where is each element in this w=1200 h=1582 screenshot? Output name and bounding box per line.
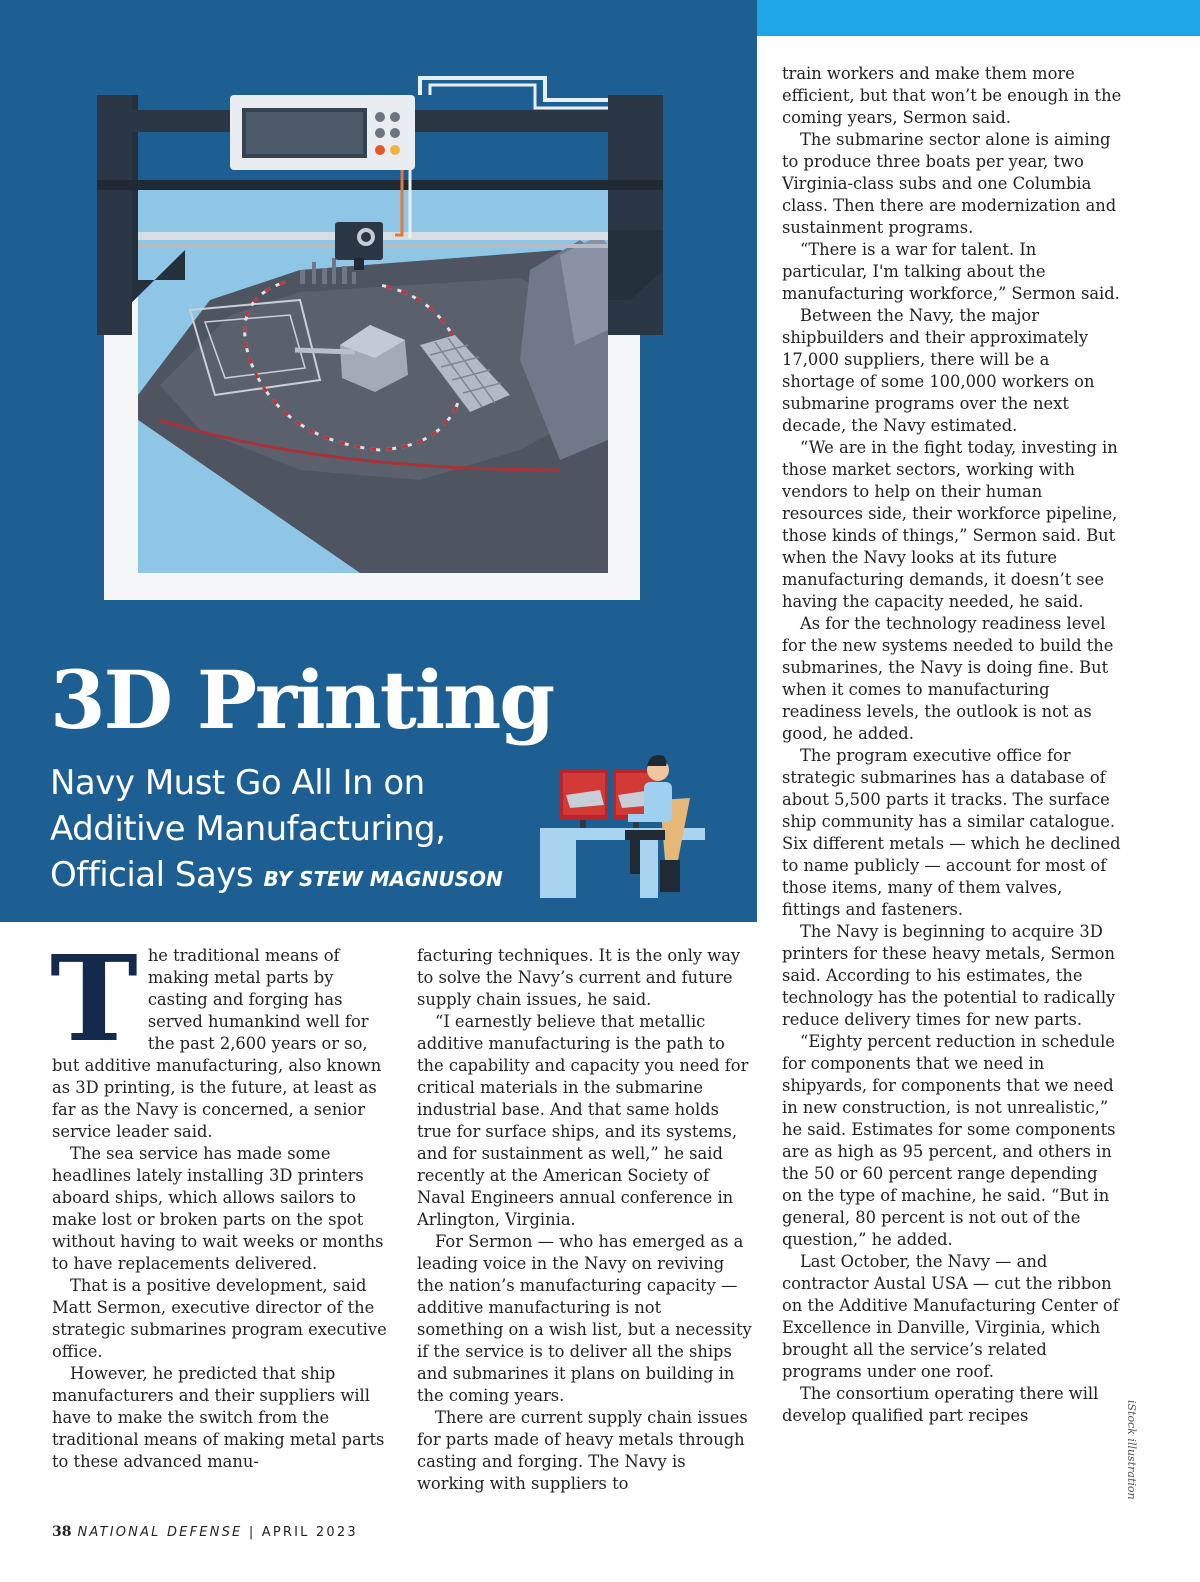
magazine-name: NATIONAL DEFENSE [77, 1525, 243, 1540]
article-column-3 [782, 63, 1122, 1427]
article-column-1 [50, 929, 387, 1473]
paragraph: “We are in the fight today, investing in those market sectors, working with vendors to help on their human resources side, their workforce pipeline, those kinds of things,” Sermon said. But when the Navy looks at its future manufacturing demands, it doesn’t see having the capacity needed, he said. [782, 438, 1118, 611]
article-subtitle [50, 760, 570, 902]
paragraph: There are current supply chain issues for parts made of heavy metals through casting and forging. The Navy is working with suppliers to [417, 1408, 748, 1493]
issue-date: APRIL 2023 [261, 1525, 358, 1540]
paragraph: Last October, the Navy — and contractor Austal USA — cut the ribbon on the Additive Manufacturing Center of Excellence in Danville, Virginia, which brought all the service’s related programs under one roof. [782, 1252, 1119, 1381]
image-credit: iStock illustration [1125, 1400, 1138, 1500]
paragraph: The submarine sector alone is aiming to produce three boats per year, two Virginia-class subs and one Columbia class. Then there are modernization and sustainment programs. [782, 130, 1117, 237]
paragraph: That is a positive development, said Matt Sermon, executive director of the strategic submarines program executive office. [52, 1276, 387, 1361]
paragraph: facturing techniques. It is the only way to solve the Navy’s current and future supply chain issues, he said. [417, 946, 741, 1009]
paragraph: “There is a war for talent. In particular, I'm talking about the manufacturing workforce,” Sermon said. [782, 240, 1120, 303]
paragraph: “I earnestly believe that metallic additive manufacturing is the path to the capability and capacity you need for critical materials in the submarine industrial base. And that same holds true for surface ships, and its systems, and for sustainment as well,” he said recently at the American Society of Naval Engineers annual conference in Arlington, Virginia. [417, 1012, 749, 1229]
paragraph-text: he traditional means of making metal parts by casting and forging has served humankind well for the past 2,600 years or so, but additive manufacturing, also known as 3D printing, is the future, at least as far as the Navy is concerned, a senior service leader said. [52, 946, 382, 1141]
page-number: 38 [52, 1524, 72, 1540]
paragraph: As for the technology readiness level for the new systems needed to build the submarines, the Navy is doing fine. But when it comes to manufacturing readiness levels, the outlook is not as good, he added. [782, 614, 1114, 743]
accent-bar [757, 0, 1200, 36]
paragraph: The Navy is beginning to acquire 3D printers for these heavy metals, Sermon said. According to his estimates, the technology has the potential to radically reduce delivery times for new parts. [782, 922, 1116, 1029]
subtitle-text: Navy Must Go All In on Additive Manufacturing, Official Says [50, 763, 446, 895]
paragraph: However, he predicted that ship manufacturers and their suppliers will have to make the switch from the traditional means of making metal parts to these advanced manu- [52, 1364, 385, 1471]
byline: BY STEW MAGNUSON [263, 867, 503, 891]
paragraph: The consortium operating there will develop qualified part recipes [782, 1384, 1099, 1425]
article-column-2 [417, 945, 752, 1495]
hero-banner [0, 0, 757, 922]
article-title: 3D Printing [50, 653, 554, 747]
paragraph: train workers and make them more efficient, but that won’t be enough in the coming years, Sermon said. [782, 64, 1122, 127]
footer-separator: | [248, 1525, 256, 1540]
drop-cap: T [50, 929, 138, 1068]
paragraph: For Sermon — who has emerged as a leading voice in the Navy on reviving the nation’s manufacturing capacity — additive manufacturing is not something on a wish list, but a necessity if the service is to deliver all the ships and submarines it plans on building in the coming years. [417, 1232, 752, 1405]
paragraph: The sea service has made some headlines lately installing 3D printers aboard ships, which allows sailors to make lost or broken parts on the spot without having to wait weeks or months to have replacements delivered. [52, 1144, 384, 1273]
paragraph: Between the Navy, the major shipbuilders and their approximately 17,000 suppliers, there will be a shortage of some 100,000 workers on submarine programs over the next decade, the Navy estimated. [782, 306, 1095, 435]
paragraph: “Eighty percent reduction in schedule for components that we need in shipyards, for components that we need in new construction, is not unrealistic,” he said. Estimates for some components are as high as 95 percent, and others in the 50 or 60 percent range depending on the type of machine, he said. “But in general, 80 percent is not out of the question,” he added. [782, 1032, 1116, 1249]
paragraph [50, 929, 387, 1143]
page-footer [52, 1524, 358, 1540]
paragraph: The program executive office for strategic submarines has a database of about 5,500 parts it tracks. The surface ship community has a similar catalogue. Six different metals — which he declined to name publicly — account for most of those items, many of them valves, fittings and fasteners. [782, 746, 1121, 919]
